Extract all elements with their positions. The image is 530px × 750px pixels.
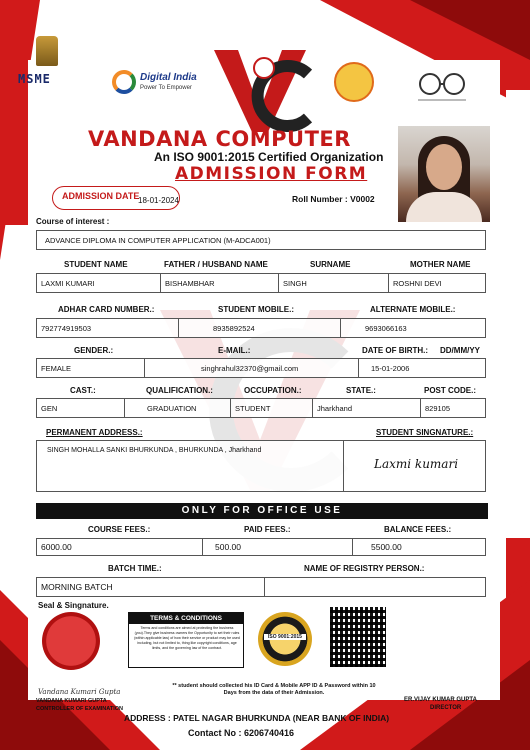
roll-number: Roll Number : V0002	[292, 194, 375, 204]
registry-person-label: NAME OF REGISTRY PERSON.:	[304, 564, 425, 573]
paid-fee-label: PAID FEES.:	[244, 525, 291, 534]
qr-code-icon	[330, 607, 386, 667]
names-row	[36, 273, 486, 293]
terms-title: TERMS & CONDITIONS	[129, 613, 243, 624]
msme-logo: MSME	[18, 72, 51, 86]
adhar-field[interactable]: 792774919503	[37, 319, 179, 337]
paid-fee-field[interactable]: 500.00	[203, 539, 353, 555]
digital-india-text: Digital India	[140, 72, 197, 83]
course-fee-field[interactable]: 6000.00	[37, 539, 203, 555]
director-title: DIRECTOR	[430, 705, 462, 711]
terms-box	[128, 612, 244, 668]
controller-title: CONTROLLER OF EXAMINATION	[36, 706, 123, 712]
qualification-field[interactable]: GRADUATION	[125, 399, 231, 417]
controller-name: VANDANA KUMARI GUPTA	[36, 698, 107, 704]
alternate-mobile-label: ALTERNATE MOBILE.:	[370, 305, 456, 314]
registry-person-field[interactable]	[265, 578, 487, 596]
iso-certified-seal-icon	[258, 612, 312, 666]
qualification-label: QUALIFICATION.:	[146, 386, 213, 395]
address-label: PERMANENT ADDRESS.:	[46, 428, 143, 437]
student-name-label: STUDENT NAME	[64, 260, 128, 269]
fees-row	[36, 538, 486, 556]
occupation-label: OCCUPATION.:	[244, 386, 302, 395]
alternate-mobile-field[interactable]: 9693066163	[365, 323, 407, 333]
contact-row	[36, 318, 486, 338]
swachh-bharat-glasses-icon	[414, 70, 470, 104]
address-field[interactable]: SINGH MOHALLA SANKI BHURKUNDA , BHURKUNDA , Jharkhand	[47, 447, 262, 454]
father-name-field[interactable]: BISHAMBHAR	[161, 274, 279, 292]
mother-name-label: MOTHER NAME	[410, 260, 471, 269]
course-value: ADVANCE DIPLOMA IN COMPUTER APPLICATION (M-ADCA001)	[45, 235, 271, 245]
batch-time-field[interactable]: MORNING BATCH	[37, 578, 265, 596]
id-card-note: ** student should collected his ID Card & Mobile APP ID & Password within 10 Days from the data of their Admission.	[172, 683, 376, 696]
office-use-bar: ONLY FOR OFFICE USE	[36, 503, 488, 519]
course-label: Course of interest :	[36, 217, 110, 226]
surname-label: SURNAME	[310, 260, 351, 269]
signature-label: STUDENT SINGNATURE.:	[376, 428, 474, 437]
national-emblem-icon	[36, 36, 58, 66]
admission-date-label: ADMISSION DATE	[62, 191, 140, 201]
director-name: ER.VIJAY KUMAR GUPTA	[404, 697, 477, 703]
dob-label: DATE OF BIRTH.:	[362, 346, 429, 355]
digital-india-tagline: Power To Empower	[140, 85, 192, 91]
vandana-computer-logo-icon	[212, 44, 316, 134]
institute-seal-icon	[42, 612, 100, 670]
contact-number: Contact No : 6206740416	[188, 728, 295, 738]
dob-format: DD/MM/YY	[440, 346, 480, 355]
state-field[interactable]: Jharkhand	[313, 399, 421, 417]
dob-field[interactable]: 15-01-2006	[371, 363, 410, 373]
top-right-dark-corner	[410, 0, 530, 60]
photo-face	[426, 144, 462, 190]
cast-label: CAST.:	[70, 386, 96, 395]
terms-body: Terms and conditions are aimed at protecting the business (you).They give business owners the Opportunity to set their rules (within applicable law) of how their service or product may be used including, but not limited to, thing like copyright conditions, age limits, and the governing law of the contract.	[134, 626, 240, 650]
father-name-label: FATHER / HUSBAND NAME	[164, 260, 268, 269]
digital-india-logo	[112, 68, 202, 98]
state-label: STATE.:	[346, 386, 376, 395]
seal-label: Seal & Singnature.	[38, 601, 109, 610]
student-photo	[398, 126, 490, 222]
director-signature: Vijay Kumar Gupta	[404, 683, 491, 693]
mother-name-field[interactable]: ROSHNI DEVI	[393, 278, 442, 288]
balance-fee-field[interactable]: 5500.00	[371, 542, 402, 552]
post-code-label: POST CODE.:	[424, 386, 477, 395]
student-signature: Laxmi kumari	[374, 457, 459, 471]
personal-row	[36, 358, 486, 378]
batch-time-label: BATCH TIME.:	[108, 564, 162, 573]
batch-row	[36, 577, 486, 597]
gender-field[interactable]: FEMALE	[37, 359, 145, 377]
beti-bachao-logo-icon	[334, 62, 374, 102]
controller-signature: Vandana Kumari Gupta	[38, 688, 121, 696]
details-row	[36, 398, 486, 418]
mobile-label: STUDENT MOBILE.:	[218, 305, 294, 314]
post-code-field[interactable]: 829105	[425, 403, 451, 413]
cast-field[interactable]: GEN	[37, 399, 125, 417]
digital-india-icon	[112, 70, 136, 94]
admission-date-value: 18-01-2024	[138, 196, 179, 205]
signature-box[interactable]	[343, 441, 487, 491]
surname-field[interactable]: SINGH	[279, 274, 389, 292]
form-title: ADMISSION FORM	[175, 164, 368, 184]
adhar-label: ADHAR CARD NUMBER.:	[58, 305, 155, 314]
balance-fee-label: BALANCE FEES.:	[384, 525, 452, 534]
occupation-field[interactable]: STUDENT	[231, 399, 313, 417]
address-row	[36, 440, 486, 492]
mobile-field[interactable]: 8935892524	[179, 319, 341, 337]
course-field[interactable]	[36, 230, 486, 250]
course-fee-label: COURSE FEES.:	[88, 525, 151, 534]
iso-certification-line: An ISO 9001:2015 Certified Organization	[154, 150, 384, 164]
institute-name: VANDANA COMPUTER	[88, 127, 351, 151]
iso-badge-text: ISO 9001:2015	[264, 634, 306, 640]
right-red-edge	[506, 90, 530, 650]
student-name-field[interactable]: LAXMI KUMARI	[37, 274, 161, 292]
email-field[interactable]: singhrahul32370@gmail.com	[145, 359, 359, 377]
institute-address: ADDRESS : PATEL NAGAR BHURKUNDA (NEAR BANK OF INDIA)	[124, 713, 390, 723]
gender-label: GENDER.:	[74, 346, 114, 355]
email-label: E-MAIL.:	[218, 346, 251, 355]
